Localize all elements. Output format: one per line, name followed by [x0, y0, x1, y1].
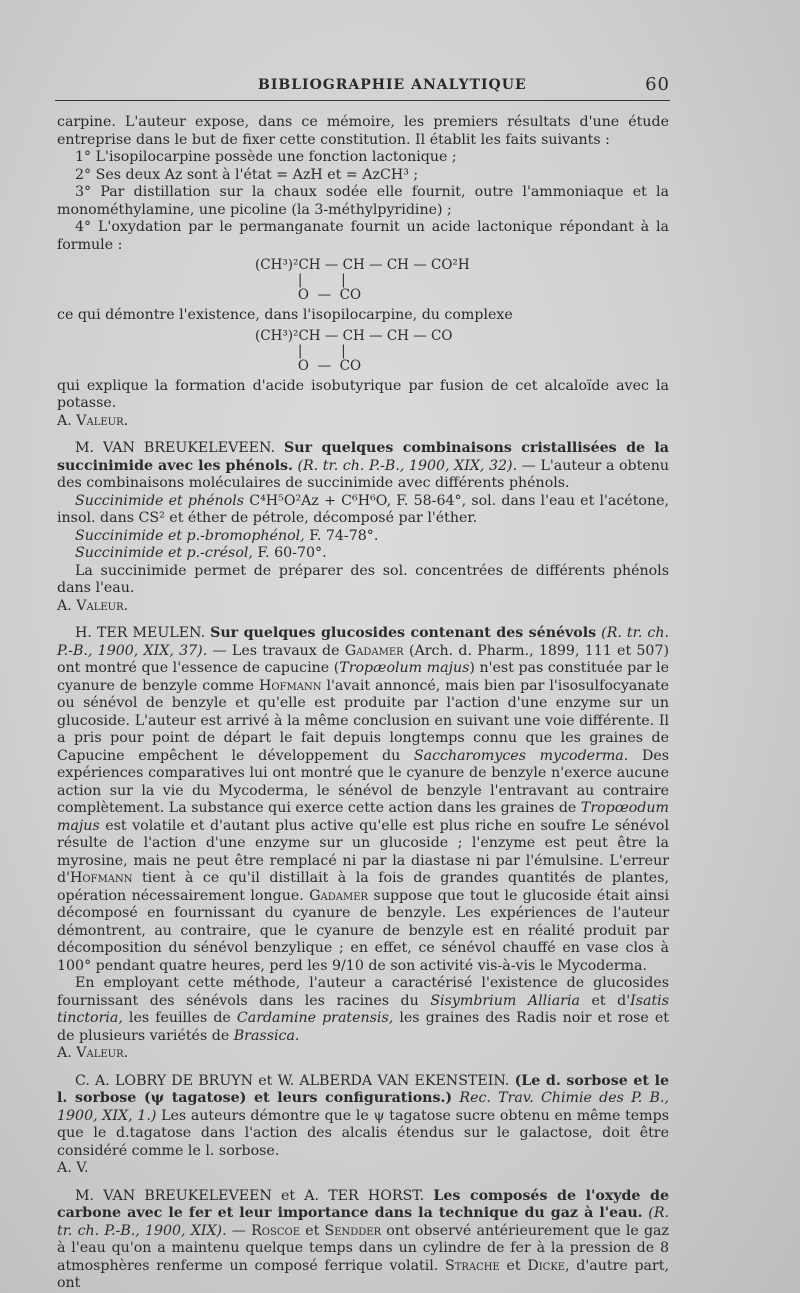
- author-name: Sendder: [324, 1222, 382, 1239]
- species-name: Brassica.: [233, 1027, 300, 1044]
- article-1-mid: ce qui démontre l'existence, dans l'isopilocarpine, du complexe: [57, 307, 513, 323]
- text-run: Les travaux de: [231, 642, 340, 659]
- text-run: et: [305, 1222, 320, 1239]
- article-3-paragraph-2: [57, 975, 669, 1045]
- article-3-title: Sur quelques glucosides contenant des sénévols: [210, 625, 597, 641]
- compound-2-name: Succinimide et p.-bromophénol,: [75, 527, 305, 544]
- article-4-title: (Le d. sorbose et le l. sorbose (ψ tagatose) et leurs configurations.): [57, 1072, 669, 1106]
- formula-2-line-1: (CH³)²CH — CH — CH — CO: [255, 327, 453, 344]
- text-run: , d'autre part, ont: [57, 1257, 669, 1291]
- article-1-end: qui explique la formation d'acide isobutyrique par fusion de cet alcaloïde avec la potasse.: [57, 377, 669, 411]
- article-5-heading: [57, 1188, 669, 1293]
- text-run: les feuilles de: [128, 1010, 231, 1026]
- signature: A. V.: [57, 1160, 89, 1176]
- page-body: [57, 114, 669, 1293]
- formula-1-line-1: (CH³)²CH — CH — CH — CO²H: [255, 257, 470, 273]
- author-name: Hofmann: [69, 870, 133, 886]
- species-name: Tropæolum majus: [339, 660, 470, 676]
- text-run: ont observé antérieurement que le gaz à l'eau qu'on a maintenu quelque temps dans un cylindre de fer à la pression de 8 atmosphères renferme un composé ferrique volatil.: [57, 1222, 669, 1274]
- text-run: est volatile et d'autant plus active qu'elle est plus riche en soufre Le sénévol résulte de l'action d'une enzyme sur un glucoside ; l'enzyme est peut être la myrosine, mais ne peut être remplacé ni par la diastase ni par l'émulsine. L'erreur d': [57, 817, 669, 886]
- article-5-title: Les composés de l'oxyde de carbone avec le fer et leur importance dans la technique du gaz à l'eau.: [57, 1187, 669, 1221]
- fact-2: 2° Ses deux Az sont à l'état = AzH et = AzCH³ ;: [75, 166, 419, 183]
- signature: A. Valeur.: [57, 597, 129, 614]
- article-4-ref: Rec. Trav. Chimie des P. B., 1900, XIX, 1.): [57, 1090, 669, 1124]
- article-4-heading: [57, 1073, 669, 1161]
- page-number: 60: [645, 74, 670, 95]
- formula-1: [255, 258, 669, 303]
- text-run: Des expériences comparatives lui ont montré que le cyanure de benzyle n'exerce aucune action sur la vie du Mycoderma, le sénévol de benzyle l'entravant au contraire complètement. La substance qui exerce cette action dans les graines de: [57, 747, 670, 816]
- species-name: Cardamine pratensis,: [236, 1010, 394, 1026]
- fact-3: 3° Par distillation sur la chaux sodée elle fournit, outre l'ammoniaque et la monométhylamine, une picoline (la 3-méthylpyridine) ;: [57, 184, 669, 218]
- article-2-author: M. VAN BREUKELEVEEN.: [75, 440, 276, 456]
- formula-2: [255, 329, 669, 374]
- compound-2: [57, 528, 669, 546]
- species-name: Isatis tinctoria,: [57, 992, 669, 1026]
- article-5-author: M. VAN BREUKELEVEEN et A. TER HORST.: [75, 1187, 425, 1204]
- fact-1: 1° L'isopilocarpine possède une fonction lactonique ;: [75, 149, 457, 165]
- formula-1-line-2: | |: [255, 272, 346, 288]
- article-3-ref: (R. tr. ch. P.-B., 1900, XIX, 37). —: [57, 625, 669, 659]
- text-run: et d': [591, 992, 631, 1009]
- article-2-title: Sur quelques combinaisons cristallisées de la succinimide avec les phénols.: [57, 440, 669, 474]
- article-2-heading: [57, 440, 669, 493]
- article-1-intro: carpine. L'auteur expose, dans ce mémoire, les premiers résultats d'une étude entreprise dans le but de fixer cette constitution. Il établit les faits suivants :: [57, 114, 669, 148]
- article-3-author: H. TER MEULEN.: [75, 625, 206, 641]
- species-name: Saccharomyces mycoderma.: [413, 747, 629, 764]
- author-name: Dicke: [527, 1257, 566, 1274]
- article-4-text: Les auteurs démontre que le ψ tagatose sucre obtenu en même temps que le d.tagatose dans l'action des alcalis étendus sur le galactose, doit être considéré comme le l. sorbose.: [57, 1107, 669, 1159]
- header-title: BIBLIOGRAPHIE ANALYTIQUE: [258, 77, 527, 93]
- running-header: [55, 74, 670, 96]
- author-name: Gadamer: [344, 642, 404, 659]
- compound-3-text: F. 60-70°.: [257, 545, 327, 561]
- text-run: les graines des Radis noir et rose et de plusieurs variétés de: [57, 1010, 669, 1044]
- author-name: Roscoe: [251, 1222, 301, 1239]
- compound-2-text: F. 74-78°.: [309, 527, 379, 544]
- compound-1-name: Succinimide et phénols: [75, 492, 245, 509]
- article-2-end: La succinimide permet de préparer des sol. concentrées de différents phénols dans l'eau.: [57, 562, 669, 596]
- compound-1: [57, 493, 669, 528]
- header-rule: [55, 100, 670, 101]
- article-5-ref: (R. tr. ch. P.-B., 1900, XIX). —: [57, 1205, 670, 1239]
- fact-4: 4° L'oxydation par le permanganate fournit un acide lactonique répondant à la formule :: [57, 219, 669, 253]
- signature: A. Valeur.: [57, 412, 129, 429]
- text-run: et: [506, 1257, 521, 1274]
- species-name: Tropœodum majus: [57, 800, 669, 834]
- text-run: En employant cette méthode, l'auteur a caractérisé l'existence de glucosides fournissant des sénévols dans les racines du: [57, 975, 669, 1009]
- formula-1-line-3: O — CO: [255, 287, 362, 303]
- author-name: Gadamer: [309, 887, 369, 904]
- article-4-author: C. A. LOBRY DE BRUYN et W. ALBERDA VAN EKENSTEIN.: [75, 1072, 510, 1089]
- text-run: l'avait annoncé, mais bien par l'isosulfocyanate ou sénévol de benzyle et qu'elle est produite par l'action d'une enzyme sur un glucoside. L'auteur est arrivé à la même conclusion en suivant une voie différente. Il a pris pour point de départ le fait depuis longtemps connu que les graines de Capucine empêchent le développement du: [57, 677, 670, 764]
- species-name: Sisymbrium Alliaria: [430, 992, 580, 1009]
- text-run: ) n'est pas constituée par le cyanure de benzyle comme: [57, 660, 669, 694]
- article-2-text: L'auteur a obtenu des combinaisons moléculaires de succinimide avec différents phénols.: [57, 457, 669, 491]
- signature: A. Valeur.: [57, 1045, 129, 1061]
- text-run: (Arch. d. Pharm., 1899, 111 et 507) ont montré que l'essence de capucine (: [57, 642, 670, 676]
- article-3-paragraph-1: [57, 625, 669, 975]
- compound-3-name: Succinimide et p.-crésol,: [75, 545, 253, 561]
- compound-1-text: C⁴H⁵O²Az + C⁶H⁶O, F. 58-64°, sol. dans l'eau et l'acétone, insol. dans CS² et éther de pétrole, décomposé par l'éther.: [57, 492, 669, 526]
- formula-2-line-2: | |: [255, 342, 346, 359]
- text-run: tient à ce qu'il distillait à la fois de grandes quantités de plantes, opération nécessairement longue.: [57, 870, 669, 904]
- formula-2-line-3: O — CO: [255, 357, 362, 374]
- author-name: Strache: [445, 1257, 500, 1274]
- compound-3: [57, 545, 669, 563]
- author-name: Hofmann: [259, 677, 322, 694]
- text-run: suppose que tout le glucoside était ainsi décomposé en fournissant du cyanure de benzyle. Les expériences de l'auteur démontrent, au contraire, que le cyanure de benzyle est en réalité produit par décomposition du sénévol benzylique ; en effet, ce sénévol chauffé en vase clos à 100° pendant quatre heures, perd les 9/10 de son activité vis-à-vis le Mycoderma.: [57, 887, 670, 974]
- article-2-ref: (R. tr. ch. P.-B., 1900, XIX, 32). —: [297, 457, 536, 474]
